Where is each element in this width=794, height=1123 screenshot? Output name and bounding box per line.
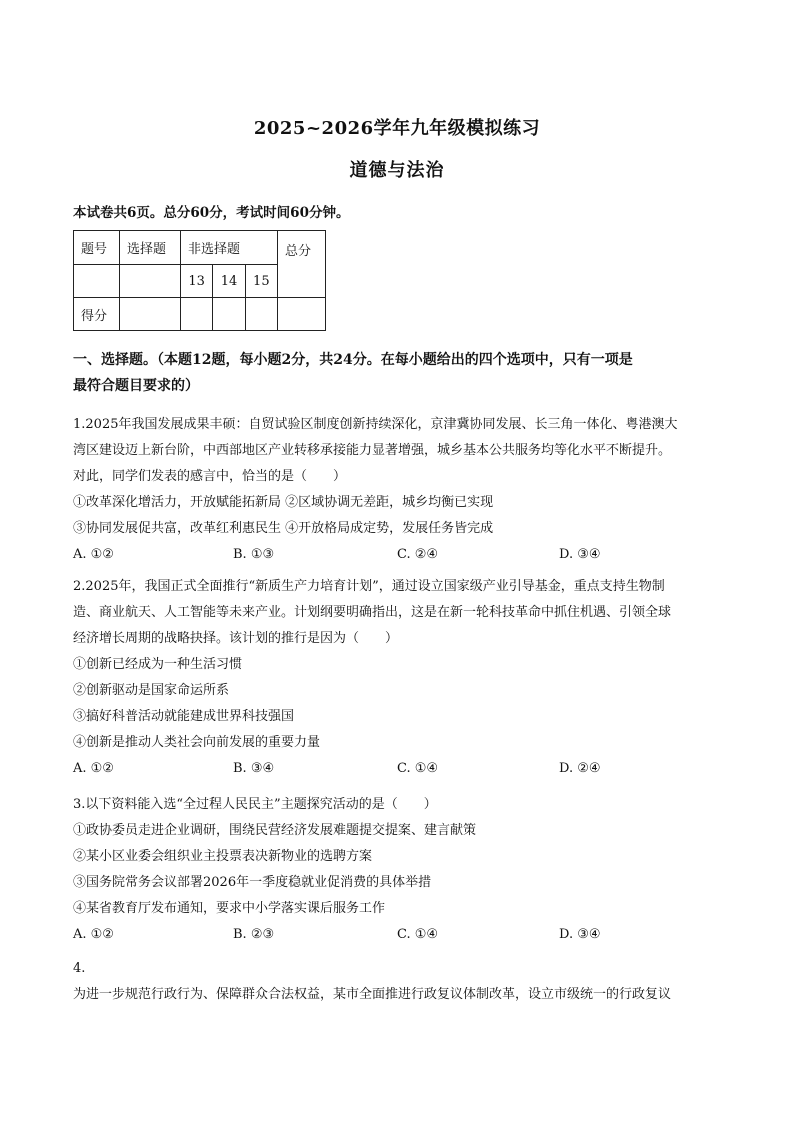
statement-line: ④创新是推动人类社会向前发展的重要力量 — [73, 735, 321, 750]
question-text-line: 造、商业航天、人工智能等未来产业。计划纲要明确指出，这是在新一轮科技革命中抓住机遇、引领全球 — [73, 605, 672, 620]
option-d[interactable]: D. ③④ — [559, 927, 601, 942]
blank-cell — [74, 265, 120, 298]
header-total: 总分 — [278, 231, 326, 298]
section-heading-line: 最符合题目要求的） — [73, 378, 199, 394]
question-2 — [73, 574, 723, 782]
question-stem: 经济增长周期的战略抉择。该计划的推行是因为（ ） — [73, 631, 399, 646]
statement-line: ②某小区业委会组织业主投票表决新物业的选聘方案 — [73, 849, 373, 864]
header-question-no: 题号 — [74, 231, 120, 265]
option-d[interactable]: D. ②④ — [559, 761, 601, 776]
score-cell-13 — [181, 298, 213, 331]
statement-line: ④某省教育厅发布通知，要求中小学落实课后服务工作 — [73, 901, 386, 916]
score-table — [73, 230, 326, 331]
statement-line: ①政协委员走进企业调研，围绕民营经济发展难题提交提案、建言献策 — [73, 823, 477, 838]
header-nonchoice: 非选择题 — [181, 231, 278, 265]
option-b[interactable]: B. ②③ — [233, 927, 275, 942]
option-c[interactable]: C. ②④ — [397, 547, 439, 562]
score-cell-choice — [120, 298, 181, 331]
statement-line: ②创新驱动是国家命运所系 — [73, 683, 230, 698]
option-c[interactable]: C. ①④ — [397, 927, 439, 942]
statement-line: ③国务院常务会议部署2026年一季度稳就业促消费的具体举措 — [73, 875, 432, 890]
statement-line: ③协同发展促共富，改革红利惠民生 ④开放格局成定势，发展任务皆完成 — [73, 521, 494, 536]
answer-options — [73, 756, 723, 782]
subject-title: 道德与法治 — [349, 160, 445, 181]
option-a[interactable]: A. ①② — [73, 761, 114, 776]
question-14: 14 — [213, 265, 245, 298]
section-heading-line: 一、选择题。（本题12题，每小题2分，共24分。在每小题给出的四个选项中，只有一项是 — [73, 352, 633, 368]
question-stem: 3.以下资料能入选“全过程人民民主”主题探究活动的是（ ） — [73, 797, 437, 812]
question-number: 4. — [73, 961, 86, 976]
score-cell-15 — [245, 298, 277, 331]
option-b[interactable]: B. ③④ — [233, 761, 275, 776]
exam-intro: 本试卷共6页。总分60分，考试时间60分钟。 — [73, 205, 350, 221]
option-c[interactable]: C. ①④ — [397, 761, 439, 776]
question-4 — [73, 956, 723, 1008]
question-text-line: 2.2025年，我国正式全面推行“新质生产力培育计划”，通过设立国家级产业引导基金，重点支持生物制 — [73, 579, 665, 594]
question-text-line: 湾区建设迈上新台阶，中西部地区产业转移承接能力显著增强，城乡基本公共服务均等化水平不断提升。 — [73, 443, 672, 458]
question-text-line: 1.2025年我国发展成果丰硕：自贸试验区制度创新持续深化，京津冀协同发展、长三角一体化、粤港澳大 — [73, 417, 678, 432]
score-cell-14 — [213, 298, 245, 331]
exam-title: 2025~2026学年九年级模拟练习 — [253, 118, 541, 139]
option-a[interactable]: A. ①② — [73, 547, 114, 562]
question-1 — [73, 412, 723, 568]
option-a[interactable]: A. ①② — [73, 927, 114, 942]
statement-line: ③搞好科普活动就能建成世界科技强国 — [73, 709, 295, 724]
option-d[interactable]: D. ③④ — [559, 547, 601, 562]
answer-options — [73, 922, 723, 948]
question-stem: 对此，同学们发表的感言中，恰当的是（ ） — [73, 469, 347, 484]
answer-options — [73, 542, 723, 568]
question-text-line: 为进一步规范行政行为、保障群众合法权益，某市全面推进行政复议体制改革，设立市级统一的行政复议 — [73, 987, 672, 1002]
question-15: 15 — [245, 265, 277, 298]
blank-cell — [120, 265, 181, 298]
statement-line: ①创新已经成为一种生活习惯 — [73, 657, 243, 672]
score-row-label: 得分 — [74, 298, 120, 331]
score-cell-total — [278, 298, 326, 331]
header-choice: 选择题 — [120, 231, 181, 265]
question-3 — [73, 792, 723, 948]
question-13: 13 — [181, 265, 213, 298]
section-heading — [73, 347, 723, 399]
statement-line: ①改革深化增活力，开放赋能拓新局 ②区域协调无差距，城乡均衡已实现 — [73, 495, 494, 510]
option-b[interactable]: B. ①③ — [233, 547, 275, 562]
